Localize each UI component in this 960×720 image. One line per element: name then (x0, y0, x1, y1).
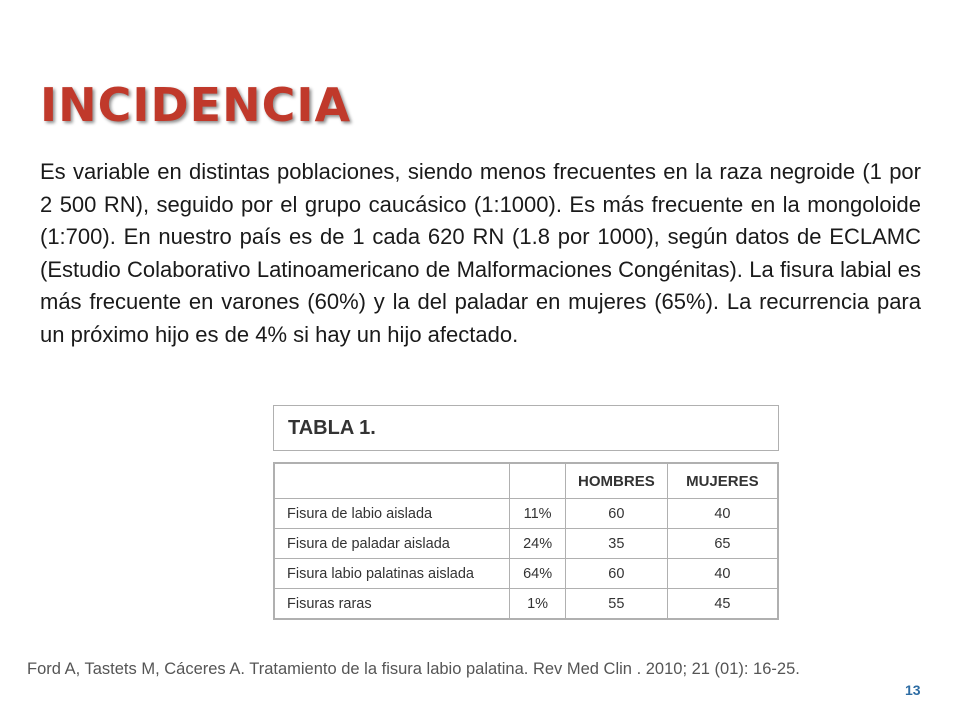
row-mujeres: 45 (667, 589, 778, 620)
row-label: Fisura labio palatinas aislada (274, 559, 510, 589)
row-hombres: 60 (565, 559, 667, 589)
table-row (274, 499, 778, 529)
row-percent: 24% (510, 529, 566, 559)
row-percent: 1% (510, 589, 566, 620)
table-row (274, 559, 778, 589)
row-label: Fisura de paladar aislada (274, 529, 510, 559)
row-label: Fisuras raras (274, 589, 510, 620)
header-empty-2 (510, 463, 566, 499)
row-hombres: 60 (565, 499, 667, 529)
table-row (274, 529, 778, 559)
header-hombres: HOMBRES (565, 463, 667, 499)
row-label: Fisura de labio aislada (274, 499, 510, 529)
incidence-table (273, 462, 779, 620)
body-paragraph: Es variable en distintas poblaciones, siendo menos frecuentes en la raza negroide (1 por 2 500 RN), seguido por el grupo caucásico (1:1000). Es más frecuente en la mongoloide (1:700). En nuestro país es de 1 cada 620 RN (1.8 por 1000), según datos de ECLAMC (Estudio Colaborativo Latinoamericano de Malformaciones Congénitas). La fisura labial es más frecuente en varones (60%) y la del paladar en mujeres (65%). La recurrencia para un próximo hijo es de 4% si hay un hijo afectado. (40, 159, 921, 347)
row-percent: 64% (510, 559, 566, 589)
header-empty-1 (274, 463, 510, 499)
page-number: 13 (905, 682, 921, 698)
header-mujeres: MUJERES (667, 463, 778, 499)
row-mujeres: 40 (667, 499, 778, 529)
reference-citation: Ford A, Tastets M, Cáceres A. Tratamiento de la fisura labio palatina. Rev Med Clin . 2010; 21 (01): 16-25. (27, 660, 800, 678)
slide-title: INCIDENCIA (40, 78, 352, 132)
row-mujeres: 40 (667, 559, 778, 589)
row-percent: 11% (510, 499, 566, 529)
table-row (274, 589, 778, 620)
row-mujeres: 65 (667, 529, 778, 559)
row-hombres: 55 (565, 589, 667, 620)
table-header-row (274, 463, 778, 499)
table-caption: TABLA 1. (273, 405, 779, 451)
row-hombres: 35 (565, 529, 667, 559)
